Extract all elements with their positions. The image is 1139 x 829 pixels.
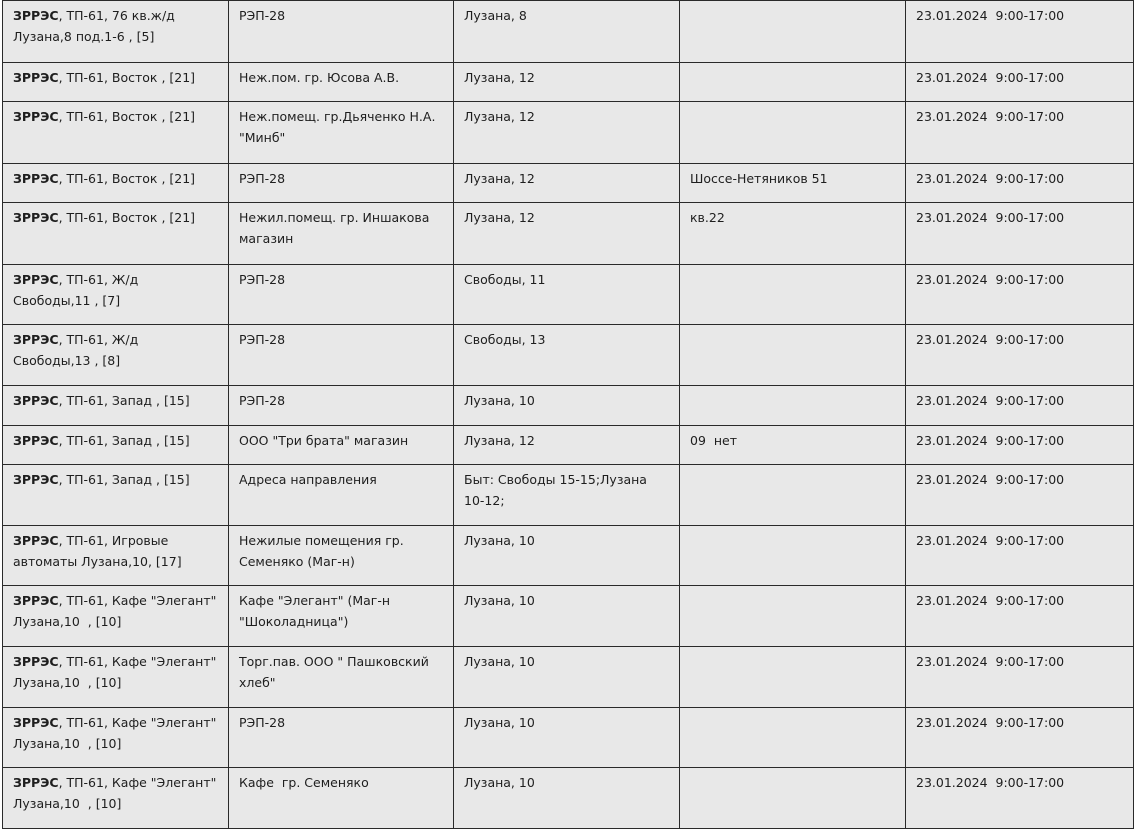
cell-extra [680, 465, 906, 526]
feeder-text: , ТП-61, Запад , [15] [58, 393, 190, 408]
feeder-text: , ТП-61, 76 кв.ж/д Лузана,8 под.1-6 , [5] [13, 8, 179, 44]
cell-datetime: 23.01.2024 9:00-17:00 [906, 426, 1134, 465]
cell-datetime: 23.01.2024 9:00-17:00 [906, 265, 1134, 325]
cell-consumer: Адреса направления [229, 465, 454, 526]
table-row [3, 465, 1134, 526]
res-label: ЗРРЭС [13, 472, 59, 487]
res-label: ЗРРЭС [13, 433, 59, 448]
cell-extra [680, 265, 906, 325]
table-row [3, 63, 1134, 102]
cell-feeder [3, 465, 229, 526]
cell-feeder [3, 647, 229, 708]
cell-address: Лузана, 8 [454, 1, 680, 63]
cell-extra [680, 386, 906, 426]
cell-datetime: 23.01.2024 9:00-17:00 [906, 102, 1134, 164]
outage-table [2, 0, 1134, 829]
res-label: ЗРРЭС [13, 8, 59, 23]
cell-consumer: РЭП-28 [229, 325, 454, 386]
cell-extra [680, 768, 906, 829]
cell-extra: Шоссе-Нетяников 51 [680, 164, 906, 203]
cell-extra: 09 нет [680, 426, 906, 465]
cell-consumer: Нежилые помещения гр. Семеняко (Маг-н) [229, 526, 454, 586]
cell-datetime: 23.01.2024 9:00-17:00 [906, 386, 1134, 426]
cell-address: Лузана, 12 [454, 203, 680, 265]
cell-feeder [3, 426, 229, 465]
res-label: ЗРРЭС [13, 715, 59, 730]
feeder-text: , ТП-61, Запад , [15] [58, 472, 190, 487]
cell-extra [680, 1, 906, 63]
cell-address: Лузана, 10 [454, 586, 680, 647]
cell-consumer: Кафе "Элегант" (Маг-н "Шоколадница") [229, 586, 454, 647]
cell-feeder [3, 586, 229, 647]
feeder-text: , ТП-61, Ж/д Свободы,11 , [7] [13, 272, 143, 308]
cell-feeder [3, 203, 229, 265]
res-label: ЗРРЭС [13, 171, 59, 186]
res-label: ЗРРЭС [13, 393, 59, 408]
outage-table-body [3, 1, 1134, 829]
cell-feeder [3, 768, 229, 829]
cell-feeder [3, 102, 229, 164]
table-row [3, 164, 1134, 203]
cell-extra [680, 647, 906, 708]
cell-feeder [3, 526, 229, 586]
cell-datetime: 23.01.2024 9:00-17:00 [906, 203, 1134, 265]
cell-consumer: Кафе гр. Семеняко [229, 768, 454, 829]
cell-consumer: РЭП-28 [229, 164, 454, 203]
cell-feeder [3, 708, 229, 768]
cell-consumer: РЭП-28 [229, 265, 454, 325]
table-row [3, 1, 1134, 63]
table-row [3, 102, 1134, 164]
feeder-text: , ТП-61, Восток , [21] [58, 210, 196, 225]
feeder-text: , ТП-61, Восток , [21] [58, 70, 196, 85]
res-label: ЗРРЭС [13, 70, 59, 85]
cell-extra [680, 102, 906, 164]
cell-feeder [3, 1, 229, 63]
feeder-text: , ТП-61, Восток , [21] [58, 109, 196, 124]
cell-extra: кв.22 [680, 203, 906, 265]
cell-address: Лузана, 10 [454, 526, 680, 586]
feeder-text: , ТП-61, Кафе "Элегант" Лузана,10 , [10] [13, 715, 221, 751]
cell-address: Лузана, 10 [454, 768, 680, 829]
cell-address: Быт: Свободы 15-15;Лузана 10-12; [454, 465, 680, 526]
cell-consumer: Нежил.помещ. гр. Иншакова магазин [229, 203, 454, 265]
feeder-text: , ТП-61, Восток , [21] [58, 171, 196, 186]
feeder-text: , ТП-61, Кафе "Элегант" Лузана,10 , [10] [13, 654, 221, 690]
cell-datetime: 23.01.2024 9:00-17:00 [906, 526, 1134, 586]
cell-consumer: ООО "Три брата" магазин [229, 426, 454, 465]
table-row [3, 386, 1134, 426]
cell-address: Лузана, 10 [454, 708, 680, 768]
cell-datetime: 23.01.2024 9:00-17:00 [906, 63, 1134, 102]
cell-consumer: РЭП-28 [229, 708, 454, 768]
cell-consumer: РЭП-28 [229, 386, 454, 426]
cell-consumer: Неж.помещ. гр.Дьяченко Н.А. "Минб" [229, 102, 454, 164]
cell-consumer: РЭП-28 [229, 1, 454, 63]
cell-address: Лузана, 12 [454, 102, 680, 164]
feeder-text: , ТП-61, Ж/д Свободы,13 , [8] [13, 332, 143, 368]
res-label: ЗРРЭС [13, 272, 59, 287]
table-row [3, 586, 1134, 647]
feeder-text: , ТП-61, Запад , [15] [58, 433, 190, 448]
table-row [3, 265, 1134, 325]
cell-address: Лузана, 12 [454, 63, 680, 102]
table-row [3, 768, 1134, 829]
table-row [3, 426, 1134, 465]
res-label: ЗРРЭС [13, 210, 59, 225]
res-label: ЗРРЭС [13, 593, 59, 608]
cell-consumer: Торг.пав. ООО " Пашковский хлеб" [229, 647, 454, 708]
cell-address: Лузана, 12 [454, 426, 680, 465]
cell-feeder [3, 265, 229, 325]
table-row [3, 526, 1134, 586]
cell-consumer: Неж.пом. гр. Юсова А.В. [229, 63, 454, 102]
feeder-text: , ТП-61, Кафе "Элегант" Лузана,10 , [10] [13, 775, 221, 811]
cell-extra [680, 325, 906, 386]
cell-address: Свободы, 13 [454, 325, 680, 386]
cell-extra [680, 708, 906, 768]
cell-address: Лузана, 10 [454, 647, 680, 708]
cell-address: Лузана, 12 [454, 164, 680, 203]
res-label: ЗРРЭС [13, 109, 59, 124]
cell-feeder [3, 164, 229, 203]
table-row [3, 203, 1134, 265]
cell-datetime: 23.01.2024 9:00-17:00 [906, 586, 1134, 647]
table-row [3, 325, 1134, 386]
cell-feeder [3, 386, 229, 426]
res-label: ЗРРЭС [13, 654, 59, 669]
cell-datetime: 23.01.2024 9:00-17:00 [906, 1, 1134, 63]
cell-address: Свободы, 11 [454, 265, 680, 325]
cell-datetime: 23.01.2024 9:00-17:00 [906, 708, 1134, 768]
cell-feeder [3, 63, 229, 102]
table-row [3, 647, 1134, 708]
res-label: ЗРРЭС [13, 332, 59, 347]
feeder-text: , ТП-61, Кафе "Элегант" Лузана,10 , [10] [13, 593, 221, 629]
cell-datetime: 23.01.2024 9:00-17:00 [906, 325, 1134, 386]
cell-extra [680, 586, 906, 647]
cell-address: Лузана, 10 [454, 386, 680, 426]
cell-extra [680, 526, 906, 586]
cell-datetime: 23.01.2024 9:00-17:00 [906, 647, 1134, 708]
cell-datetime: 23.01.2024 9:00-17:00 [906, 164, 1134, 203]
feeder-text: , ТП-61, Игровые автоматы Лузана,10, [17] [13, 533, 182, 569]
res-label: ЗРРЭС [13, 775, 59, 790]
cell-extra [680, 63, 906, 102]
table-row [3, 708, 1134, 768]
cell-datetime: 23.01.2024 9:00-17:00 [906, 768, 1134, 829]
cell-feeder [3, 325, 229, 386]
res-label: ЗРРЭС [13, 533, 59, 548]
cell-datetime: 23.01.2024 9:00-17:00 [906, 465, 1134, 526]
